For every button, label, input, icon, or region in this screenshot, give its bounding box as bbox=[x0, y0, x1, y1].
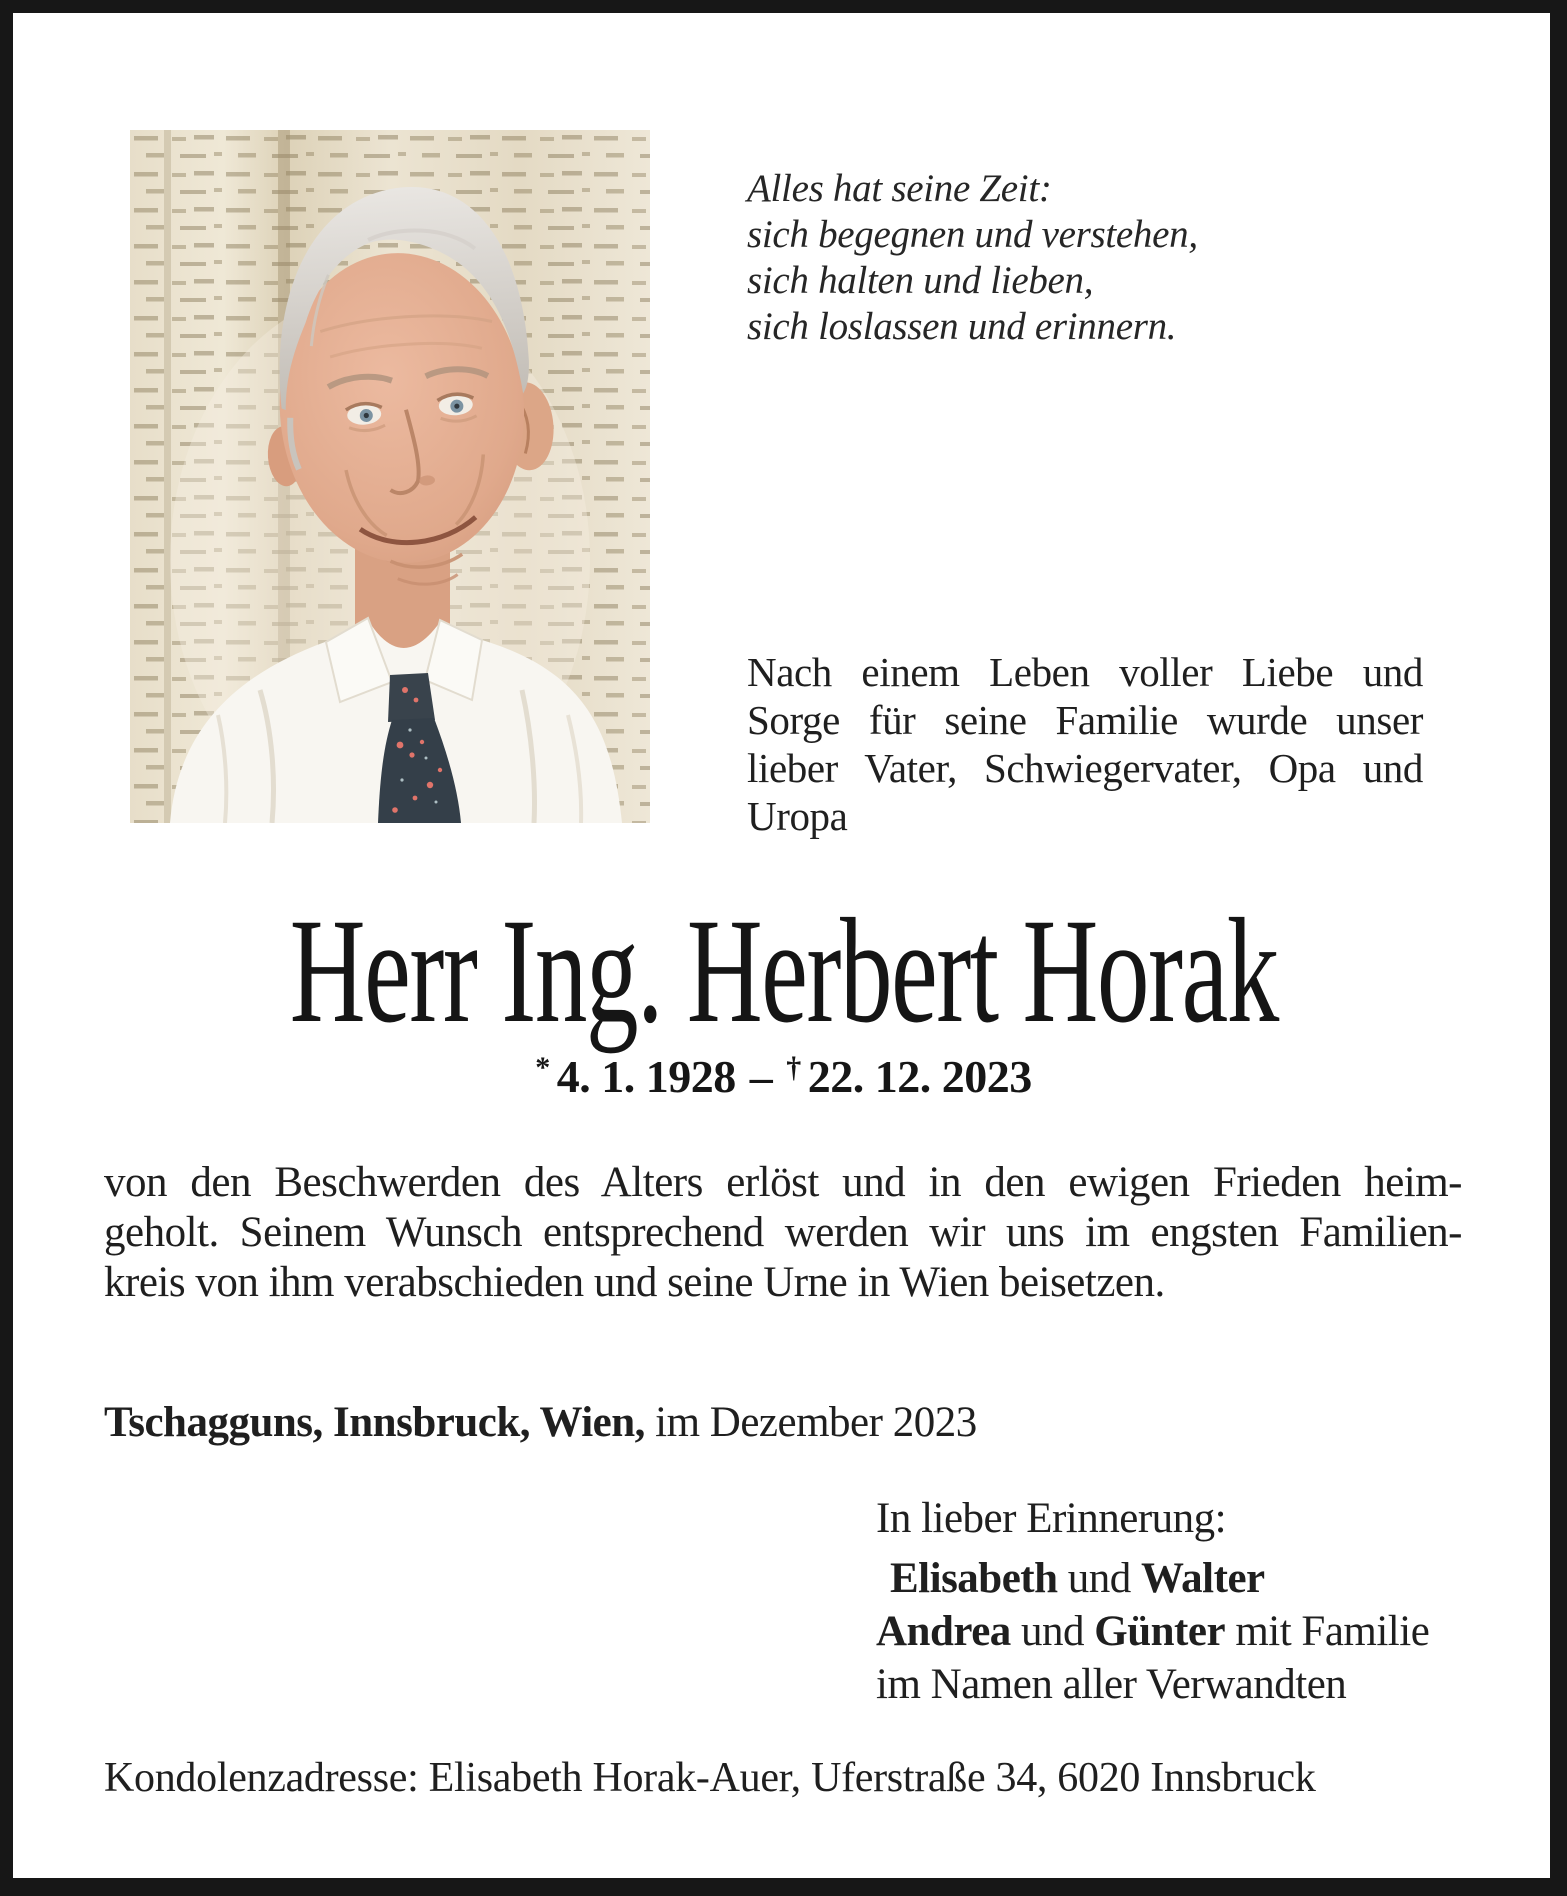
conjunction: und bbox=[1021, 1608, 1085, 1655]
memorial-signatures bbox=[876, 1492, 1429, 1711]
quote-line: sich halten und lieben, bbox=[747, 259, 1094, 302]
announcement-line: von den Beschwerden des Alters erlöst und in den ewigen Frieden heim- bbox=[104, 1159, 1462, 1206]
family-suffix: mit Familie bbox=[1235, 1608, 1430, 1655]
memorial-line bbox=[876, 1552, 1429, 1605]
intro-line: Sorge für seine Familie wurde unser bbox=[747, 697, 1423, 743]
mourner-name: Günter bbox=[1094, 1608, 1226, 1655]
memorial-closing: im Namen aller Verwandten bbox=[876, 1661, 1347, 1708]
intro-line: Uropa bbox=[747, 793, 848, 839]
announcement-paragraph bbox=[104, 1158, 1462, 1308]
month-year-text: im Dezember 2023 bbox=[655, 1399, 977, 1446]
places-text: Tschagguns, Innsbruck, Wien, bbox=[104, 1399, 645, 1446]
date-separator: – bbox=[749, 1051, 773, 1102]
intro-paragraph bbox=[747, 648, 1423, 840]
intro-line: Nach einem Leben voller Liebe und bbox=[747, 649, 1423, 695]
mourner-name: Walter bbox=[1141, 1555, 1265, 1602]
portrait-photo bbox=[130, 130, 650, 823]
memorial-line bbox=[876, 1605, 1429, 1658]
birth-symbol: * bbox=[535, 1051, 550, 1084]
quote-line: sich loslassen und erinnern. bbox=[747, 305, 1177, 348]
quote-line: Alles hat seine Zeit: bbox=[747, 167, 1052, 210]
life-dates bbox=[0, 1042, 1567, 1103]
mourner-name: Andrea bbox=[876, 1608, 1011, 1655]
announcement-line: kreis von ihm verabschieden und seine Urne in Wien beisetzen. bbox=[104, 1259, 1165, 1306]
death-date: 22. 12. 2023 bbox=[807, 1051, 1032, 1102]
deceased-name bbox=[0, 888, 1567, 1054]
place-date-line bbox=[104, 1398, 977, 1448]
birth-date: 4. 1. 1928 bbox=[556, 1051, 736, 1102]
portrait-illustration bbox=[130, 130, 650, 823]
intro-line: lieber Vater, Schwiegervater, Opa und bbox=[747, 745, 1423, 791]
memorial-heading: In lieber Erinnerung: bbox=[876, 1495, 1227, 1542]
deceased-name-text: Herr Ing. Herbert Horak bbox=[289, 888, 1278, 1054]
death-symbol: † bbox=[786, 1051, 801, 1084]
condolence-address: Kondolenzadresse: Elisabeth Horak-Auer, Uferstraße 34, 6020 Innsbruck bbox=[104, 1755, 1316, 1801]
quote-line: sich begegnen und verstehen, bbox=[747, 213, 1198, 256]
announcement-line: geholt. Seinem Wunsch entsprechend werden wir uns im engsten Familien- bbox=[104, 1209, 1462, 1256]
mourner-name: Elisabeth bbox=[890, 1555, 1058, 1602]
opening-quote bbox=[747, 166, 1198, 350]
conjunction: und bbox=[1067, 1555, 1131, 1602]
